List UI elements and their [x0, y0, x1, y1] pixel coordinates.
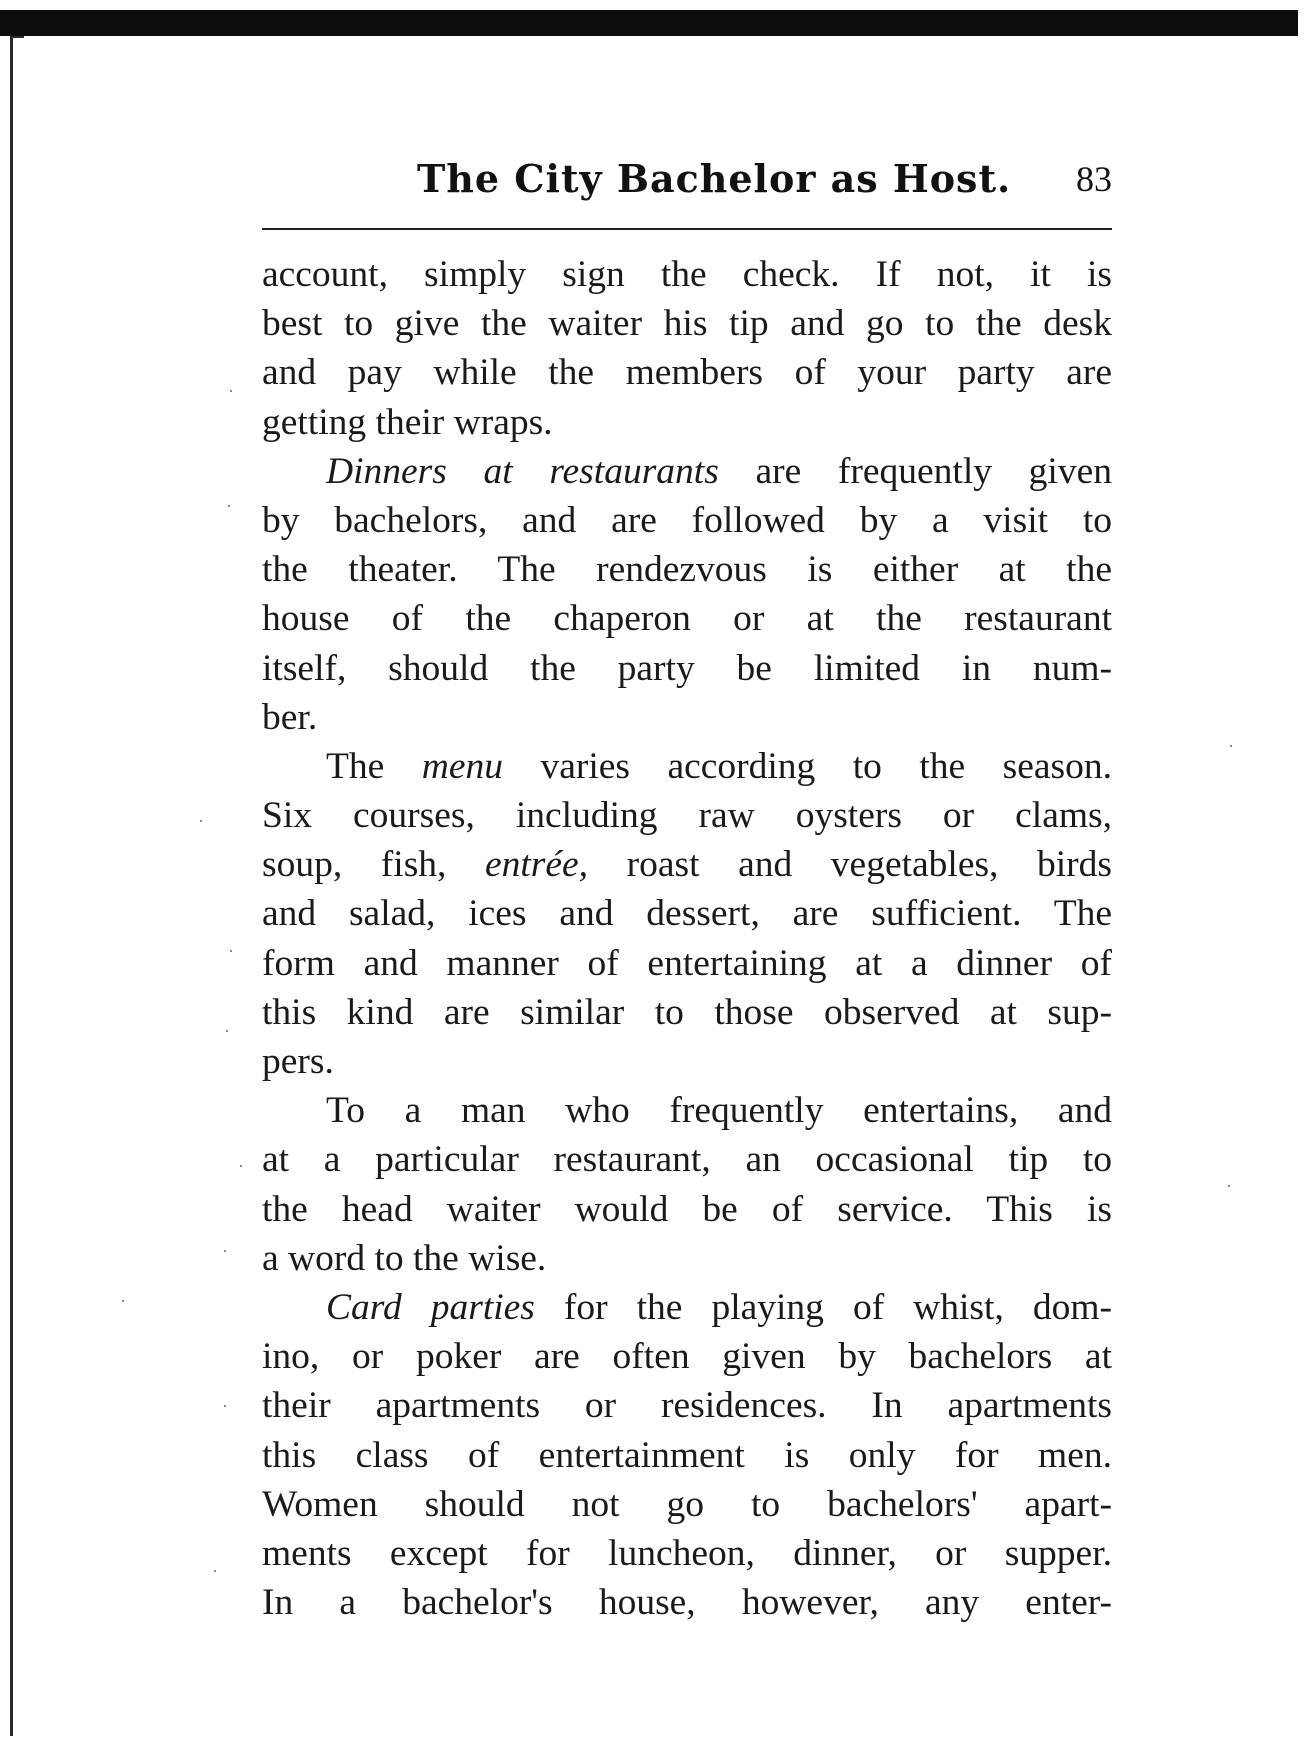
- header-rule: [262, 228, 1112, 230]
- text-line: form and manner of entertaining at a dinner of: [262, 942, 1112, 984]
- text-line: and salad, ices and dessert, are sufficient. The: [262, 893, 1112, 935]
- text-line: a word to the wise.: [262, 1237, 547, 1279]
- italic-term: menu: [421, 745, 503, 787]
- text-line: the head waiter would be of service. This is: [262, 1188, 1112, 1230]
- text-line: Six courses, including raw oysters or clams,: [262, 795, 1112, 837]
- scan-speck: [228, 505, 230, 507]
- italic-term: Dinners at restaurants: [326, 450, 719, 492]
- text-line: the theater. The rendezvous is either at the: [262, 549, 1112, 591]
- text-line: at a particular restaurant, an occasional tip to: [262, 1139, 1112, 1181]
- scan-speck: [1230, 745, 1232, 747]
- page-number: 83: [1076, 159, 1112, 199]
- scan-speck: [226, 1030, 228, 1032]
- text-line: house of the chaperon or at the restaurant: [262, 598, 1112, 640]
- italic-term: Card parties: [326, 1286, 535, 1328]
- scan-speck: [224, 1250, 226, 1252]
- text-line: and pay while the members of your party are: [262, 352, 1112, 394]
- running-title: The City Bachelor as Host.: [417, 156, 1012, 201]
- text-line: itself, should the party be limited in num-: [262, 647, 1112, 689]
- text-line: by bachelors, and are followed by a visit to: [262, 499, 1112, 541]
- body-text: [262, 250, 1112, 1627]
- text-line: this class of entertainment is only for men.: [262, 1434, 1112, 1476]
- text-line: soup, fish, entrée, roast and vegetables, birds: [262, 844, 1113, 886]
- paragraph-start-line: The menu varies according to the season.: [326, 745, 1112, 787]
- scan-speck: [230, 390, 232, 392]
- scan-speck: [122, 1300, 124, 1302]
- paragraph-start-line: Dinners at restaurants are frequently given: [326, 450, 1112, 492]
- text-line: ber.: [262, 696, 318, 738]
- paragraph-start-line: To a man who frequently entertains, and: [326, 1090, 1112, 1132]
- text-line: account, simply sign the check. If not, it is: [262, 254, 1112, 295]
- scan-speck: [200, 820, 202, 822]
- text-line: ments except for luncheon, dinner, or supper.: [262, 1532, 1112, 1574]
- text-line: this kind are similar to those observed at sup-: [262, 991, 1112, 1033]
- scan-speck: [214, 1570, 216, 1572]
- page-top-border: [0, 10, 1298, 36]
- text-line: best to give the waiter his tip and go to the desk: [262, 303, 1112, 345]
- scan-speck: [240, 1165, 242, 1167]
- scan-speck: [230, 950, 232, 952]
- text-line: ino, or poker are often given by bachelors at: [262, 1336, 1112, 1378]
- page-left-border: [10, 36, 13, 1736]
- text-line: In a bachelor's house, however, any enter-: [262, 1582, 1112, 1624]
- paragraph-start-line: Card parties for the playing of whist, dom-: [326, 1286, 1112, 1328]
- text-line: Women should not go to bachelors' apart-: [262, 1483, 1112, 1525]
- scan-speck: [224, 1405, 226, 1407]
- scan-speck: [1228, 1185, 1230, 1187]
- text-line: getting their wraps.: [262, 401, 553, 443]
- text-line: their apartments or residences. In apartments: [262, 1385, 1112, 1427]
- page-corner-mark: [10, 36, 24, 38]
- page-header: [262, 150, 1112, 230]
- italic-term: entrée,: [484, 844, 589, 886]
- text-line: pers.: [262, 1041, 334, 1082]
